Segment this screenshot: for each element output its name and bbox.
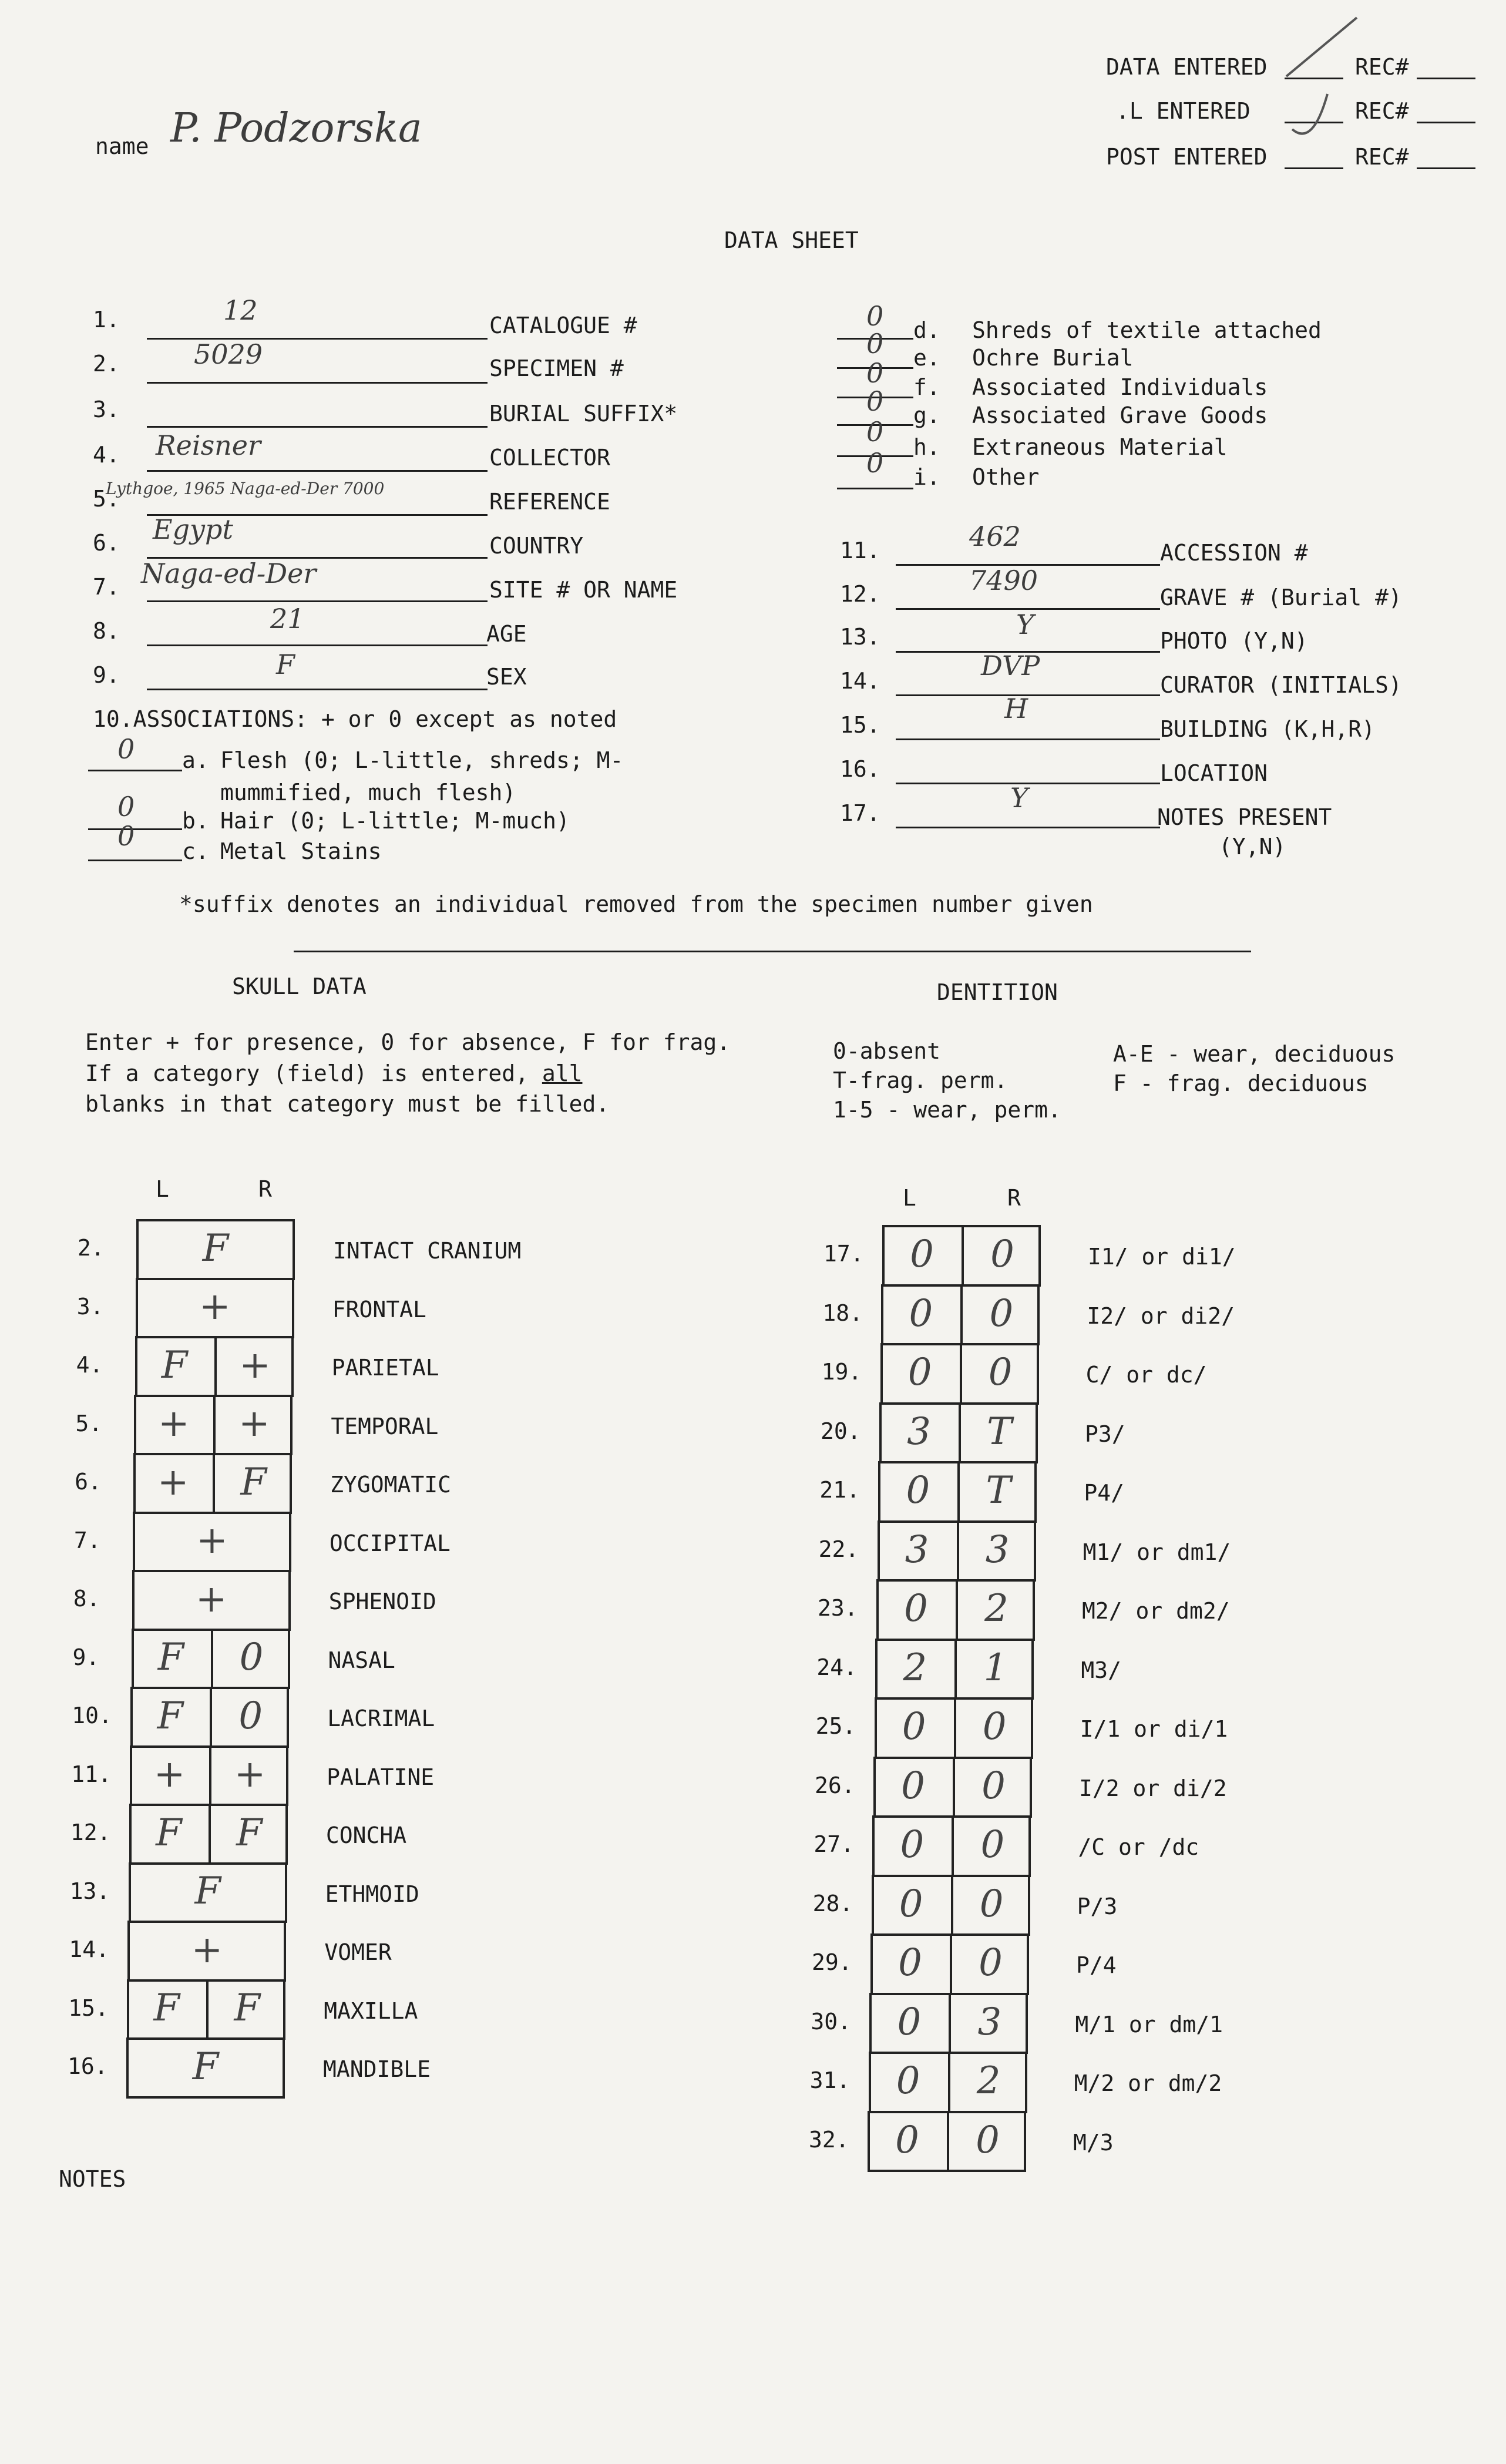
assoc-g-text: Associated Grave Goods [972,402,1268,428]
skull-row-label: ETHMOID [325,1881,419,1907]
age-label: AGE [486,621,527,647]
dent-cell-right[interactable]: 0 [960,1343,1039,1402]
dent-cell-right[interactable]: 0 [962,1225,1041,1284]
dent-row-number: 26. [815,1772,855,1798]
assoc-d-text: Shreds of textile attached [972,317,1322,343]
dent-cell-left[interactable]: 0 [898,1941,922,1985]
skull-cell-right[interactable]: + [209,1745,288,1804]
field-num: 11. [840,538,880,563]
dent-cell-left[interactable]: 3 [905,1528,929,1572]
dent-cell-right[interactable]: 3 [957,1520,1036,1580]
field-num: 4. [93,442,120,468]
notes-label: NOTES [59,2166,126,2192]
notes-present-label: NOTES PRESENT [1157,804,1332,830]
assoc-g-value[interactable]: 0 [866,385,884,417]
grave-label: GRAVE # (Burial #) [1160,585,1402,610]
skull-row-number: 11. [71,1761,112,1787]
dent-cell-right[interactable]: 0 [952,1815,1031,1875]
dent-row-number: 28. [812,1890,853,1916]
dent-row-label: M2/ or dm2/ [1082,1598,1230,1624]
assoc-b-line [88,828,182,830]
skull-row-label: ZYGOMATIC [330,1472,452,1498]
l-entered-label: .L ENTERED [1116,98,1250,124]
skull-title: SKULL DATA [232,973,367,999]
assoc-e-text: Ochre Burial [972,345,1134,371]
check-mark-icon [1280,12,1363,82]
dent-row-number: 29. [812,1949,852,1975]
skull-row-label: PARIETAL [331,1355,439,1381]
dent-cell-right[interactable]: 0 [960,1284,1040,1344]
assoc-c-line [88,860,182,861]
dent-row-number: 27. [813,1831,854,1857]
field-num: 9. [93,662,120,688]
building-line [896,738,1160,740]
dent-row-label: P/4 [1076,1952,1117,1978]
age-line [147,644,488,646]
skull-row-label: TEMPORAL [331,1413,439,1439]
dent-cell-left[interactable]: 0 [900,1823,925,1867]
dent-cell-right[interactable]: 2 [956,1579,1035,1639]
assoc-i-line [837,488,913,489]
skull-cell-right[interactable]: 0 [210,1687,289,1745]
assoc-h-letter: h. [913,434,940,460]
dentition-key-4: A-E - wear, deciduous [1113,1041,1396,1067]
page-title: DATA SHEET [724,227,859,253]
dent-row-number: 25. [815,1713,856,1739]
data-entered-rec-blank[interactable] [1417,78,1475,79]
dent-row-label: M/3 [1073,2129,1114,2156]
associations-heading: 10.ASSOCIATIONS: + or 0 except as noted [93,706,617,732]
notes-present-value[interactable]: Y [1010,782,1028,814]
country-label: COUNTRY [489,533,584,559]
dent-row-label: P4/ [1084,1480,1124,1506]
assoc-f-text: Associated Individuals [972,374,1268,400]
post-entered-rec-blank[interactable] [1417,167,1475,169]
assoc-c-value[interactable]: 0 [117,820,135,852]
dent-row-number: 23. [818,1595,858,1621]
dentition-key-1: 0-absent [833,1038,941,1064]
skull-row-label: CONCHA [325,1822,407,1848]
building-label: BUILDING (K,H,R) [1160,716,1376,742]
curator-value[interactable]: DVP [981,650,1040,682]
skull-row-label: SPHENOID [328,1589,436,1614]
grave-value[interactable]: 7490 [969,565,1038,596]
skull-row-number: 14. [69,1936,110,1962]
field-num: 17. [840,800,880,826]
dentition-title: DENTITION [937,979,1058,1005]
dent-row-label: I/2 or di/2 [1079,1775,1227,1801]
dentition-key-3: 1-5 - wear, perm. [833,1097,1061,1123]
dent-cell-right[interactable]: 0 [951,1875,1030,1934]
dent-cell-right[interactable]: 0 [953,1757,1032,1816]
assoc-a-value[interactable]: 0 [117,733,135,765]
dent-cell-left[interactable]: 3 [907,1409,931,1453]
burial-suffix-label: BURIAL SUFFIX* [489,401,678,427]
skull-row-number: 13. [69,1878,110,1904]
dent-row-number: 32. [809,2126,849,2153]
accession-value[interactable]: 462 [969,521,1021,552]
skull-instr-1: Enter + for presence, 0 for absence, F for frag. [85,1029,731,1055]
skull-row-number: 2. [78,1235,105,1261]
dent-cell-left[interactable]: 0 [904,1587,928,1631]
sex-value[interactable]: F [276,649,295,680]
suffix-note: *suffix denotes an individual removed from the specimen number given [179,891,1093,917]
skull-row-label: MANDIBLE [323,2056,431,2082]
assoc-d-letter: d. [913,317,940,343]
skull-cell[interactable]: F [202,1226,229,1270]
dent-col-r: R [1007,1185,1021,1211]
assoc-a-text: Flesh (0; L-little, shreds; M- [220,747,624,773]
skull-row-label: OCCIPITAL [329,1530,451,1556]
dent-col-l: L [903,1185,916,1211]
skull-cell[interactable]: F [194,1869,221,1914]
reference-label: REFERENCE [489,489,610,515]
skull-cell[interactable]: + [191,1928,223,1972]
dent-row-label: I1/ or di1/ [1088,1244,1236,1270]
accession-label: ACCESSION # [1160,540,1308,566]
skull-col-r: R [258,1176,272,1202]
dent-row-number: 19. [821,1359,862,1385]
assoc-d-value[interactable]: 0 [866,300,884,332]
dent-row-number: 31. [809,2067,851,2093]
sex-line [147,689,488,690]
assoc-f-letter: f. [913,374,940,400]
reference-value[interactable]: Lythgoe, 1965 Naga-ed-Der 7000 [106,479,385,498]
skull-row-label: INTACT CRANIUM [333,1238,522,1264]
location-label: LOCATION [1160,760,1268,786]
data-entered-label: DATA ENTERED [1106,54,1268,80]
dent-cell-right[interactable]: 3 [949,1993,1028,2052]
dent-row-label: M3/ [1081,1657,1121,1683]
notes-present-line [896,827,1160,828]
skull-row-label: VOMER [324,1939,392,1965]
skull-row-number: 12. [70,1820,111,1845]
dent-cell-left[interactable]: 0 [902,1705,926,1749]
dent-row-label: I/1 or di/1 [1080,1716,1228,1742]
assoc-i-value[interactable]: 0 [866,447,884,479]
dent-cell-right[interactable]: 1 [954,1639,1034,1698]
divider [294,951,1251,952]
collector-line [147,470,488,472]
skull-cell-left[interactable]: + [153,1753,186,1797]
dent-row-label: M/2 or dm/2 [1074,2070,1222,2096]
dent-row-number: 17. [823,1241,864,1267]
assoc-i-letter: i. [913,464,940,490]
field-num: 15. [840,712,880,738]
field-num: 6. [93,530,120,556]
skull-cell-right[interactable]: + [214,1336,294,1395]
assoc-e-letter: e. [913,345,940,371]
dent-cell-right[interactable]: T [957,1461,1037,1520]
skull-row-number: 16. [68,2053,108,2079]
dent-row-number: 18. [822,1300,863,1326]
dent-row-label: M1/ or dm1/ [1083,1539,1231,1565]
burial-suffix-line [147,426,488,428]
skull-row-number: 4. [76,1352,103,1378]
site-line [147,600,488,602]
dent-row-label: /C or /dc [1078,1834,1199,1860]
skull-row-number: 3. [76,1293,104,1320]
name-label: name [95,133,149,159]
skull-instr-2: If a category (field) is entered, all [85,1060,583,1086]
name-value[interactable]: P. Podzorska [170,105,422,152]
skull-cell-left[interactable]: + [157,1460,189,1504]
skull-cell-left[interactable]: F [153,1986,180,2030]
post-entered-blank[interactable] [1285,167,1343,169]
collector-label: COLLECTOR [489,445,610,471]
field-num: 2. [93,351,120,377]
dent-cell-left[interactable]: 0 [899,1882,923,1926]
field-num: 8. [93,618,120,644]
country-value[interactable]: Egypt [153,513,233,545]
dent-cell-left[interactable]: 0 [901,1764,925,1808]
skull-instr-3: blanks in that category must be filled. [85,1091,610,1117]
dent-cell-left[interactable]: 0 [909,1291,933,1335]
dent-cell-left[interactable]: 0 [907,1351,932,1395]
dentition-key-2: T-frag. perm. [833,1067,1008,1093]
dent-cell-left[interactable]: 0 [896,2059,920,2103]
skull-row-number: 15. [68,1995,109,2021]
skull-row-number: 6. [75,1469,102,1495]
l-entered-rec-label: REC# [1355,98,1409,124]
assoc-i-text: Other [972,464,1040,490]
dent-cell-right[interactable]: 2 [948,2052,1027,2111]
notes-present-sub: (Y,N) [1219,834,1286,860]
assoc-h-value[interactable]: 0 [866,416,884,448]
skull-cell-left[interactable]: F [157,1694,183,1738]
dent-row-label: C/ or dc/ [1085,1362,1207,1388]
dent-row-label: M/1 or dm/1 [1075,2011,1223,2037]
assoc-g-letter: g. [913,402,940,428]
field-num: 13. [840,624,880,650]
dent-row-number: 24. [816,1654,857,1680]
dent-cell-left[interactable]: 0 [895,2118,919,2162]
skull-row-number: 9. [72,1644,100,1670]
skull-row-label: PALATINE [327,1764,435,1790]
skull-cell[interactable]: + [195,1577,227,1621]
assoc-a-letter: a. [182,747,209,773]
specimen-value[interactable]: 5029 [194,338,263,370]
sex-label: SEX [486,664,527,690]
skull-col-l: L [156,1176,169,1202]
skull-cell-right[interactable]: F [209,1804,288,1862]
dent-cell-left[interactable]: 2 [903,1646,927,1690]
site-value[interactable]: Naga-ed-Der [141,558,317,589]
skull-row-label: NASAL [328,1647,395,1673]
post-entered-rec-label: REC# [1355,144,1409,170]
field-num: 7. [93,574,120,600]
data-entered-rec-label: REC# [1355,54,1409,80]
dent-cell-right[interactable]: 0 [954,1697,1033,1757]
collector-value[interactable]: Reisner [156,429,261,461]
specimen-line [147,382,488,384]
dent-row-label: P/3 [1077,1893,1118,1919]
skull-cell-right[interactable]: F [206,1979,285,2038]
skull-cell-right[interactable]: 0 [211,1629,290,1687]
specimen-label: SPECIMEN # [489,355,624,381]
curator-label: CURATOR (INITIALS) [1160,672,1402,698]
assoc-a-text-cont: mummified, much flesh) [220,780,516,805]
assoc-c-text: Metal Stains [220,838,382,864]
building-value[interactable]: H [1004,693,1028,724]
skull-row-number: 8. [73,1586,100,1612]
dent-row-number: 20. [821,1418,861,1444]
check-mark-icon [1280,88,1339,153]
photo-label: PHOTO (Y,N) [1160,628,1308,654]
skull-cell[interactable]: + [196,1519,228,1563]
assoc-e-value[interactable]: 0 [866,328,884,360]
catalogue-label: CATALOGUE # [489,313,637,338]
dent-row-label: I2/ or di2/ [1087,1303,1235,1329]
assoc-c-letter: c. [182,838,209,864]
dent-row-number: 22. [818,1536,859,1562]
dent-cell-right[interactable]: 0 [950,1933,1029,1993]
dent-cell-left[interactable]: 0 [910,1233,934,1277]
assoc-b-value[interactable]: 0 [117,791,135,823]
dent-cell-right[interactable]: T [959,1402,1038,1462]
assoc-a-line [88,770,182,771]
dentition-key-5: F - frag. deciduous [1113,1070,1369,1096]
dent-row-number: 21. [819,1477,860,1503]
skull-cell-right[interactable]: F [213,1453,292,1512]
assoc-h-text: Extraneous Material [972,434,1228,460]
dent-cell-left[interactable]: 0 [897,2000,922,2044]
dent-cell-left[interactable]: 0 [906,1469,930,1513]
assoc-b-letter: b. [182,808,209,834]
age-value[interactable]: 21 [270,603,305,635]
skull-row-label: FRONTAL [332,1296,426,1322]
skull-row-number: 7. [73,1527,101,1553]
field-num: 3. [93,397,120,422]
skull-row-number: 5. [75,1410,103,1436]
skull-row-label: LACRIMAL [327,1706,435,1731]
skull-cell-left[interactable]: F [161,1343,188,1387]
skull-cell[interactable]: + [199,1285,231,1329]
field-num: 16. [840,756,880,782]
field-num: 1. [93,307,120,333]
skull-row-number: 10. [72,1703,112,1728]
l-entered-rec-blank[interactable] [1417,122,1475,123]
skull-cell-left[interactable]: + [158,1402,190,1446]
dent-cell-right[interactable]: 0 [947,2111,1026,2170]
field-num: 12. [840,581,880,607]
skull-cell-right[interactable]: + [213,1395,293,1453]
catalogue-value[interactable]: 12 [223,294,258,326]
field-num: 5. [93,486,120,512]
site-label: SITE # OR NAME [489,577,678,603]
dent-row-label: P3/ [1085,1421,1125,1447]
skull-cell-left[interactable]: F [157,1636,184,1680]
assoc-f-value[interactable]: 0 [866,357,884,389]
dent-row-number: 30. [811,2008,851,2035]
field-num: 14. [840,668,880,694]
post-entered-label: POST ENTERED [1106,144,1268,170]
skull-cell[interactable]: F [192,2045,219,2089]
skull-cell-left[interactable]: F [156,1811,182,1855]
photo-value[interactable]: Y [1016,609,1034,640]
skull-row-label: MAXILLA [324,1998,418,2024]
assoc-b-text: Hair (0; L-little; M-much) [220,808,570,834]
